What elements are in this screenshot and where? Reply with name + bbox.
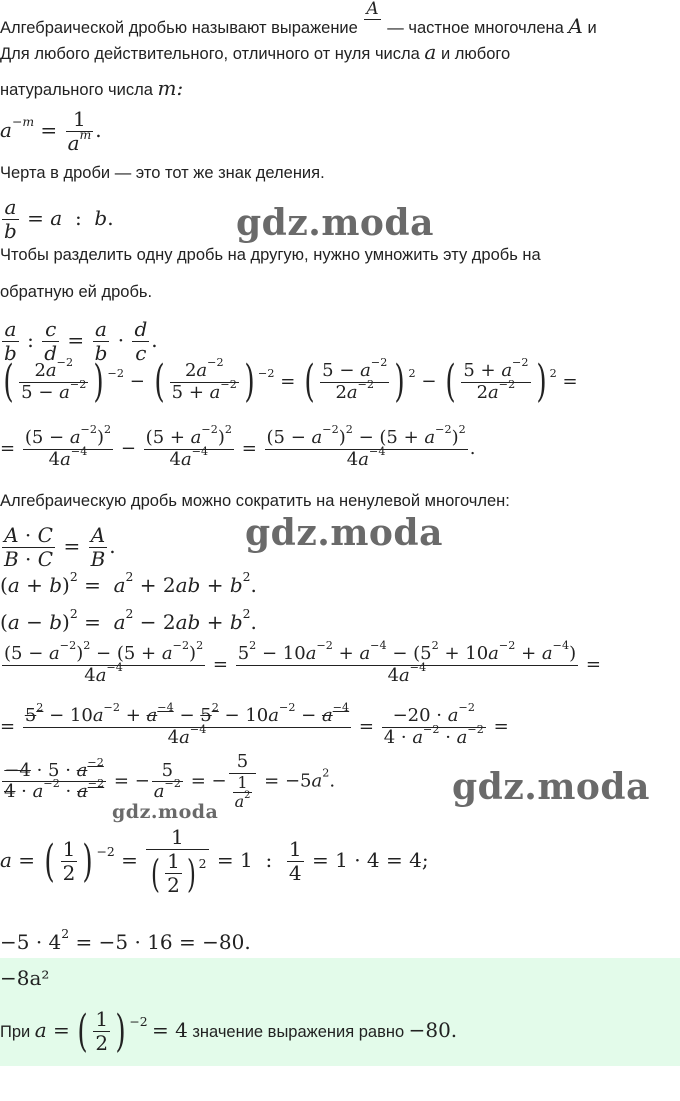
formula-cancel: $\frac{A \cdot C}{B \cdot C}$ = $\frac{A}{B}$ . bbox=[4, 523, 116, 571]
watermark: gdz.moda bbox=[452, 766, 650, 808]
step-4: = $\frac{5^2 - 10a^{-2} + a^{-4} - 5^2 - 10a^{-2} - a^{-4}}{4a^{-4}}$ = $\frac{-20 \cdot a^{-2}}{4 \cdot a^{-2} \cdot a^{-2}}$ = bbox=[0, 700, 509, 748]
formula-square-sum: $(a + b)^2 = a^2 + 2ab + b^2$. bbox=[0, 568, 257, 597]
theory-line-4: Черта в дроби — это тот же знак деления. bbox=[0, 164, 325, 182]
step-7: $-5 \cdot 4^2 = -5 \cdot 16 = -80$. bbox=[0, 925, 251, 954]
step-5: $\frac{-4 \cdot 5 \cdot a^{-2}}{4 \cdot a^{-2} \cdot a^{-2}}$ = − $\frac{5}{a^{-2}}$ = − $\frac{5}{\frac{1}{a^2}}$ = $-5a^2$. bbox=[4, 751, 336, 812]
answer-text: При a = ( $\frac{1}{2}$ ) $^{-2}$ = 4 значение выражения равно −80. bbox=[0, 1005, 458, 1057]
step-1: ( $\frac{2a^{-2}}{5 - a^{-2}}$ ) $^{-2}$ − ( $\frac{2a^{-2}}{5 + a^{-2}}$ ) $^{-2}$ = ( $\frac{5 - a^{-2}}{2a^{-2}}$ ) $^2$ − ( $\frac{5 + a^{-2}}{2a^{-2}}$ ) $^2$ = bbox=[3, 355, 578, 407]
watermark: gdz.moda bbox=[112, 801, 219, 823]
step-2: = $\frac{(5 - a^{-2})^2}{4a^{-4}}$ − $\frac{(5 + a^{-2})^2}{4a^{-4}}$ = $\frac{(5 - a^{-2})^2 - (5 + a^{-2})^2}{4a^{-4}}$ . bbox=[0, 422, 476, 470]
theory-line-2: Для любого действительного, отличного от нуля числа a и любого bbox=[0, 40, 511, 64]
theory-line-1: Алгебраической дробью называют выражение A — частное многочлена A и bbox=[0, 0, 597, 38]
theory-line-6: обратную ей дробь. bbox=[0, 283, 153, 301]
step-6: a = ( $\frac{1}{2}$ ) $^{-2}$ = 1 ( $\frac{1}{2}$ ) $^2$ = 1 : $\frac{1}{4}$ = 1 · 4 = 4; bbox=[0, 825, 429, 897]
formula-square-diff: $(a - b)^2 = a^2 - 2ab + b^2$. bbox=[0, 605, 257, 634]
watermark: gdz.moda bbox=[245, 512, 443, 554]
theory-line-5: Чтобы разделить одну дробь на другую, нужно умножить эту дробь на bbox=[0, 246, 541, 264]
watermark: gdz.moda bbox=[236, 202, 434, 244]
answer-value: −8a² bbox=[0, 966, 50, 990]
theory-line-7: Алгебраическую дробь можно сократить на ненулевой многочлен: bbox=[0, 492, 510, 510]
formula-negative-exponent: $a^{-m}$ = $\frac{1}{a^m}$ . bbox=[0, 107, 102, 155]
formula-fraction-division: $\frac{a}{b}$ = a : b. bbox=[4, 195, 114, 243]
formula-divide-fractions: $\frac{a}{b}$ : $\frac{c}{d}$ = $\frac{a}{b}$ · $\frac{d}{c}$ . bbox=[4, 317, 158, 365]
answer-block bbox=[0, 958, 680, 1066]
step-3: $\frac{(5 - a^{-2})^2 - (5 + a^{-2})^2}{4a^{-4}}$ = $\frac{5^2 - 10a^{-2} + a^{-4} - (5^2 + 10a^{-2} + a^{-4})}{4a^{-4}}$ = bbox=[4, 638, 601, 686]
theory-line-3: натурального числа m: bbox=[0, 76, 184, 100]
